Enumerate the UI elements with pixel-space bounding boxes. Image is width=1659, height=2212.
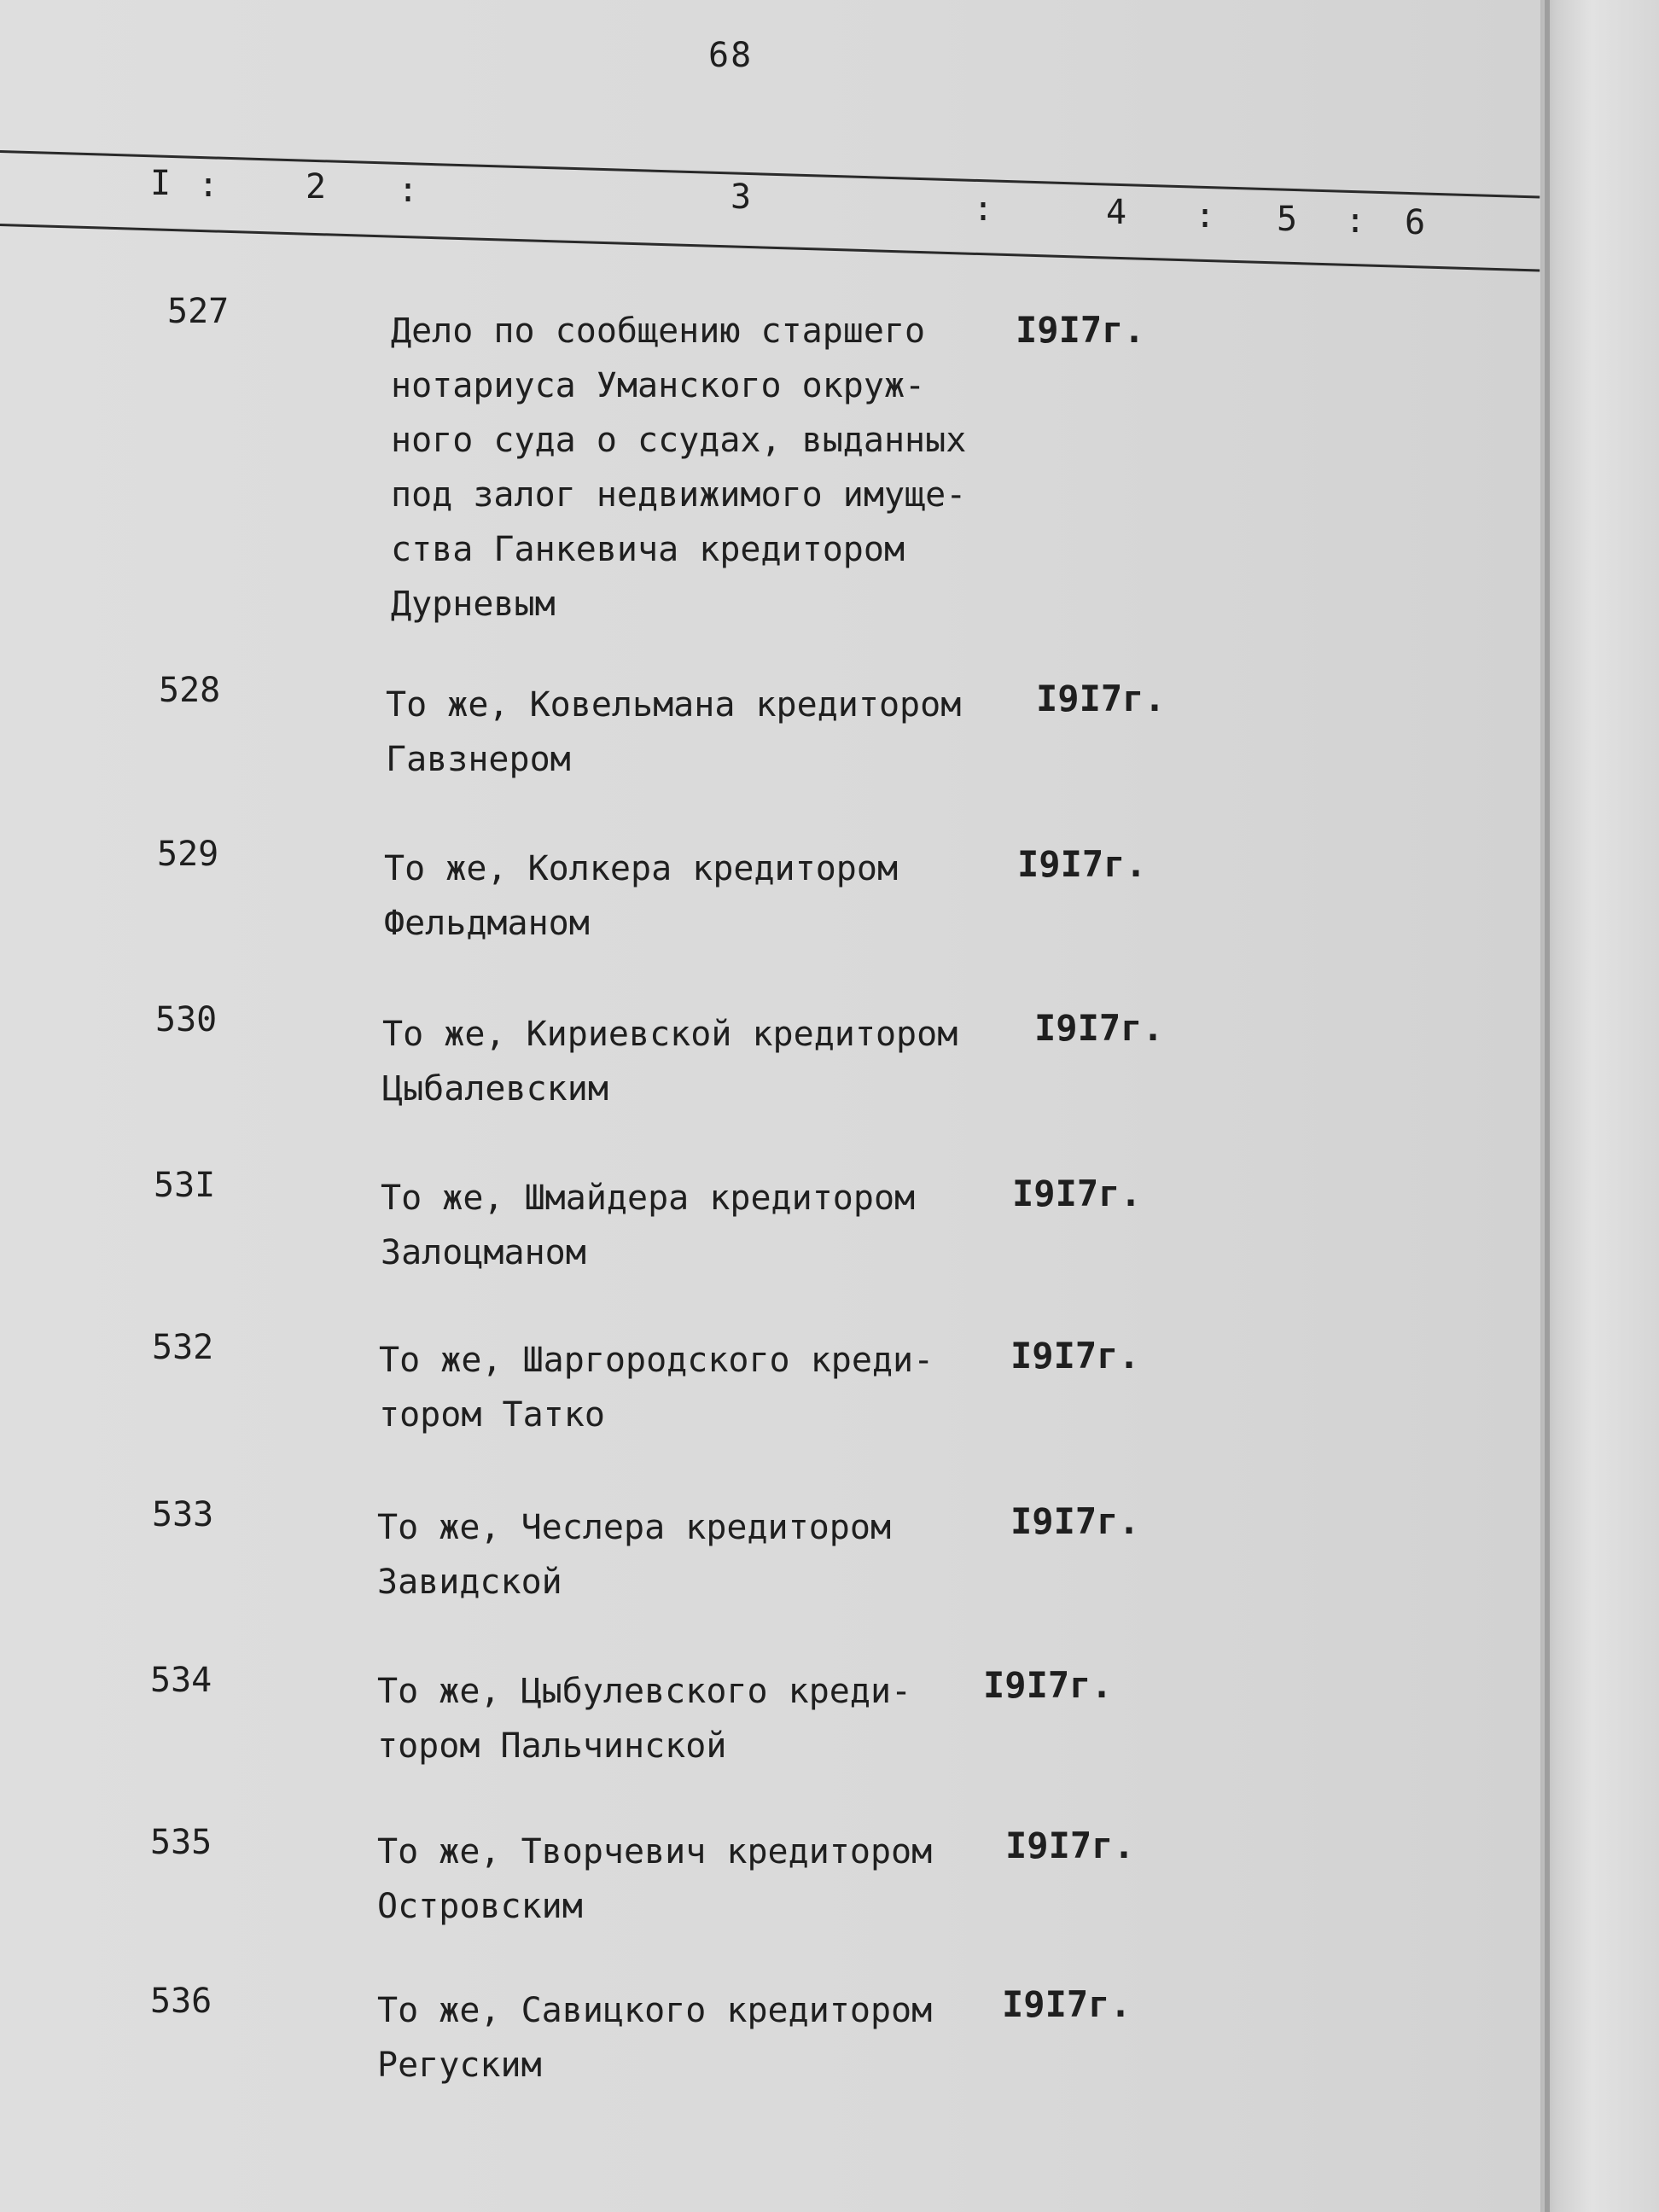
entry-description bbox=[379, 1333, 934, 1442]
entry-year: I9I7г. bbox=[1034, 1007, 1164, 1049]
description-line: То же, Шаргородского креди- bbox=[379, 1341, 934, 1380]
entry-number: 532 bbox=[152, 1328, 214, 1367]
entry-number: 529 bbox=[157, 835, 219, 874]
description-line: То же, Колкера кредитором bbox=[384, 849, 899, 888]
column-header-6: 6 bbox=[1405, 203, 1426, 242]
entry-number: 53I bbox=[154, 1166, 216, 1205]
entry-year: I9I7г. bbox=[1012, 1173, 1142, 1214]
description-line: Дурневым bbox=[391, 585, 556, 624]
entry-number: 527 bbox=[167, 292, 230, 331]
description-line: ства Ганкевича кредитором bbox=[391, 530, 905, 569]
entry-year: I9I7г. bbox=[1010, 1335, 1140, 1377]
column-separator: : bbox=[198, 166, 219, 205]
description-line: Цыбалевским bbox=[382, 1069, 608, 1109]
entry-description bbox=[377, 1983, 932, 2093]
description-line: ного суда о ссудах, выданных bbox=[391, 421, 967, 460]
description-line: тором Пальчинской bbox=[377, 1726, 727, 1766]
page-edge-line bbox=[1545, 0, 1550, 2212]
description-line: То же, Цыбулевского креди- bbox=[377, 1672, 912, 1711]
column-separator: : bbox=[398, 171, 419, 210]
entry-description bbox=[391, 304, 966, 632]
entry-description bbox=[384, 841, 898, 951]
description-line: Островским bbox=[377, 1887, 583, 1926]
page-edge-shadow bbox=[1540, 0, 1659, 2212]
column-header-2: 2 bbox=[306, 167, 327, 207]
description-line: То же, Ковельмана кредитором bbox=[386, 685, 962, 725]
column-separator: : bbox=[1345, 201, 1366, 241]
description-line: нотариуса Уманского окруж- bbox=[391, 366, 926, 405]
entry-year: I9I7г. bbox=[983, 1664, 1113, 1706]
entry-number: 530 bbox=[155, 1000, 218, 1039]
entry-description bbox=[382, 1007, 958, 1116]
page-number: 68 bbox=[708, 36, 754, 75]
description-line: под залог недвижимого имуще- bbox=[391, 475, 967, 515]
entry-description bbox=[377, 1825, 932, 1934]
column-separator: : bbox=[973, 189, 994, 229]
entry-number: 528 bbox=[159, 671, 221, 710]
entry-description bbox=[381, 1171, 915, 1280]
description-line: Фельдманом bbox=[384, 904, 590, 943]
description-line: тором Татко bbox=[379, 1395, 605, 1435]
description-line: Залоцманом bbox=[381, 1233, 586, 1272]
description-line: То же, Шмайдера кредитором bbox=[381, 1179, 916, 1218]
column-separator: : bbox=[1195, 196, 1216, 236]
column-header-5: 5 bbox=[1277, 200, 1298, 239]
entry-year: I9I7г. bbox=[1036, 678, 1166, 719]
description-line: Дело по сообщению старшего bbox=[391, 311, 926, 351]
description-line: Регуским bbox=[377, 2046, 542, 2085]
entry-number: 536 bbox=[150, 1982, 212, 2021]
entry-year: I9I7г. bbox=[1005, 1825, 1135, 1866]
column-header-1: I bbox=[150, 164, 172, 203]
entry-year: I9I7г. bbox=[1002, 1983, 1132, 2025]
description-line: То же, Чеслера кредитором bbox=[377, 1508, 892, 1547]
description-line: Гавзнером bbox=[386, 740, 571, 779]
entry-number: 534 bbox=[150, 1661, 212, 1700]
entry-year: I9I7г. bbox=[1016, 309, 1145, 351]
column-header-3: 3 bbox=[731, 178, 752, 217]
entry-year: I9I7г. bbox=[1017, 843, 1147, 885]
entry-description bbox=[377, 1664, 911, 1773]
description-line: То же, Кириевской кредитором bbox=[382, 1015, 958, 1054]
description-line: Завидской bbox=[377, 1563, 562, 1602]
entry-number: 535 bbox=[150, 1823, 212, 1862]
column-header-4: 4 bbox=[1106, 193, 1127, 232]
entry-number: 533 bbox=[152, 1495, 214, 1534]
entry-description bbox=[377, 1500, 891, 1610]
entry-year: I9I7г. bbox=[1010, 1500, 1140, 1542]
description-line: То же, Творчевич кредитором bbox=[377, 1832, 933, 1871]
entry-description bbox=[386, 678, 961, 787]
description-line: То же, Савицкого кредитором bbox=[377, 1991, 933, 2030]
